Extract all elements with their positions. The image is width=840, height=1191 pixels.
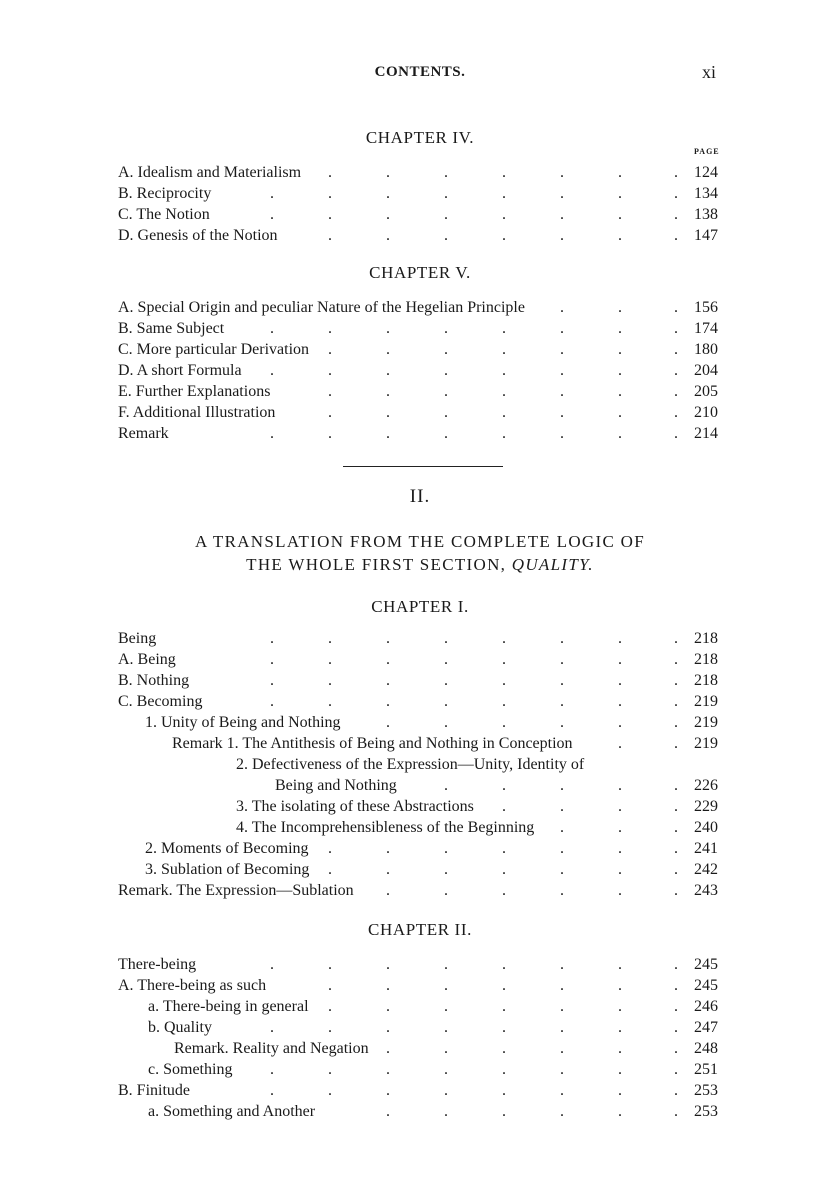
leader-dot: . (502, 383, 506, 400)
toc-entry[interactable]: D. A short Formula . 204 . . . . . . . (118, 362, 718, 379)
leader-dot: . (386, 651, 390, 668)
leader-dot: . (502, 1082, 506, 1099)
leader-dot: . (560, 299, 564, 316)
leader-dot: . (560, 1082, 564, 1099)
toc-entry[interactable]: c. Something . 251 . . . . . . . (148, 1061, 718, 1078)
leader-dot: . (618, 672, 622, 689)
leader-dot: . (618, 956, 622, 973)
part-title-line-1: A TRANSLATION FROM THE COMPLETE LOGIC OF (195, 532, 645, 551)
leader-dot: . (560, 1040, 564, 1057)
leader-dot: . (270, 1061, 274, 1078)
leader-dot: . (386, 164, 390, 181)
leader-dot: . (560, 977, 564, 994)
leader-dot: . (444, 362, 448, 379)
leader-dot: . (560, 630, 564, 647)
leader-dot: . (444, 651, 448, 668)
page-column-label: PAGE (694, 147, 720, 156)
leader-dot: . (328, 977, 332, 994)
section-divider (343, 466, 503, 467)
toc-entry[interactable]: A. Idealism and Materialism . 124 . . . . . . (118, 164, 718, 181)
toc-entry[interactable]: 4. The Incomprehensibleness of the Beginning . 240 . . (236, 819, 718, 836)
leader-dot: . (444, 714, 448, 731)
leader-dot: . (444, 1082, 448, 1099)
leader-dot: . (502, 693, 506, 710)
leader-dot: . (444, 164, 448, 181)
leader-dot: . (386, 693, 390, 710)
leader-dot: . (270, 185, 274, 202)
leader-dot: . (560, 672, 564, 689)
leader-dot: . (328, 861, 332, 878)
leader-dot: . (502, 882, 506, 899)
toc-entry[interactable]: 1. Unity of Being and Nothing . 219 . . . . . (145, 714, 718, 731)
leader-dot: . (386, 404, 390, 421)
leader-dot: . (386, 998, 390, 1015)
toc-entry[interactable]: B. Same Subject . 174 . . . . . . . (118, 320, 718, 337)
leader-dot: . (444, 630, 448, 647)
leader-dot: . (328, 185, 332, 202)
leader-dot: . (386, 341, 390, 358)
leader-dot: . (328, 1082, 332, 1099)
toc-entry[interactable]: Remark. The Expression—Sublation . 243 . . . . . (118, 882, 718, 899)
part-numeral: II. (409, 486, 431, 507)
leader-dot: . (386, 956, 390, 973)
toc-entry[interactable]: C. More particular Derivation . 180 . . . . . . (118, 341, 718, 358)
leader-dot: . (502, 1061, 506, 1078)
leader-dot: . (328, 672, 332, 689)
leader-dot: . (328, 206, 332, 223)
toc-entry[interactable]: a. Something and Another . 253 . . . . . (148, 1103, 718, 1120)
leader-dot: . (328, 362, 332, 379)
leader-dot: . (502, 714, 506, 731)
leader-dot: . (386, 1103, 390, 1120)
leader-dot: . (386, 1082, 390, 1099)
leader-dot: . (444, 206, 448, 223)
leader-dot: . (502, 425, 506, 442)
leader-dot: . (618, 798, 622, 815)
leader-dot: . (270, 672, 274, 689)
leader-dot: . (444, 425, 448, 442)
toc-entry[interactable]: E. Further Explanations . 205 . . . . . . (118, 383, 718, 400)
leader-dot: . (386, 206, 390, 223)
leader-dot: . (618, 1019, 622, 1036)
leader-dot: . (502, 227, 506, 244)
leader-dot: . (502, 798, 506, 815)
leader-dot: . (560, 651, 564, 668)
leader-dot: . (328, 341, 332, 358)
leader-dot: . (444, 383, 448, 400)
leader-dot: . (386, 840, 390, 857)
leader-dot: . (386, 320, 390, 337)
leader-dot: . (444, 693, 448, 710)
leader-dot: . (502, 404, 506, 421)
toc-entry[interactable]: B. Reciprocity . 134 . . . . . . . (118, 185, 718, 202)
leader-dot: . (444, 861, 448, 878)
leader-dot: . (560, 425, 564, 442)
leader-dot: . (444, 227, 448, 244)
toc-entry[interactable]: Remark . 214 . . . . . . . (118, 425, 718, 442)
leader-dot: . (444, 977, 448, 994)
leader-dot: . (386, 425, 390, 442)
leader-dot: . (270, 630, 274, 647)
leader-dot: . (618, 404, 622, 421)
leader-dot: . (560, 404, 564, 421)
toc-entry[interactable]: A. Special Origin and peculiar Nature of the Hegelian Principle . 156 . . (118, 299, 718, 316)
leader-dot: . (444, 1040, 448, 1057)
leader-dot: . (270, 320, 274, 337)
leader-dot: . (502, 861, 506, 878)
toc-entry[interactable]: 2. Moments of Becoming . 241 . . . . . . (145, 840, 718, 857)
leader-dot: . (328, 425, 332, 442)
toc-entry[interactable]: Remark. Reality and Negation . 248 . . . . . (174, 1040, 718, 1057)
leader-dot: . (618, 651, 622, 668)
leader-dot: . (618, 227, 622, 244)
toc-entry[interactable]: Being . 218 . . . . . . . (118, 630, 718, 647)
leader-dot: . (502, 362, 506, 379)
toc-entry[interactable]: A. There-being as such . 245 . . . . . . (118, 977, 718, 994)
leader-dot: . (560, 383, 564, 400)
leader-dot: . (328, 404, 332, 421)
leader-dot: . (444, 1061, 448, 1078)
leader-dot: . (502, 777, 506, 794)
leader-dot: . (560, 320, 564, 337)
leader-dot: . (618, 1061, 622, 1078)
leader-dot: . (444, 185, 448, 202)
leader-dot: . (618, 383, 622, 400)
toc-entry[interactable]: 2. Defectiveness of the Expression—Unity, Identity of (236, 756, 585, 773)
leader-dot: . (502, 206, 506, 223)
leader-dot: . (618, 320, 622, 337)
leader-dot: . (560, 882, 564, 899)
leader-dot: . (270, 425, 274, 442)
toc-entry[interactable]: B. Nothing . 218 . . . . . . . (118, 672, 718, 689)
leader-dot: . (502, 977, 506, 994)
leader-dot: . (444, 882, 448, 899)
toc-entry[interactable]: a. There-being in general . 246 . . . . . . (148, 998, 718, 1015)
leader-dot: . (386, 630, 390, 647)
leader-dot: . (328, 320, 332, 337)
leader-dot: . (444, 1019, 448, 1036)
leader-dot: . (618, 882, 622, 899)
toc-entry[interactable]: D. Genesis of the Notion . 147 . . . . . . (118, 227, 718, 244)
toc-entry[interactable]: There-being . 245 . . . . . . . (118, 956, 718, 973)
leader-dot: . (444, 956, 448, 973)
leader-dot: . (386, 714, 390, 731)
leader-dot: . (386, 861, 390, 878)
toc-entry[interactable]: F. Additional Illustration . 210 . . . . . . (118, 404, 718, 421)
toc-entry[interactable]: b. Quality . 247 . . . . . . . (148, 1019, 718, 1036)
leader-dot: . (444, 840, 448, 857)
leader-dot: . (270, 1019, 274, 1036)
leader-dot: . (560, 341, 564, 358)
leader-dot: . (560, 206, 564, 223)
leader-dot: . (618, 840, 622, 857)
leader-dot: . (502, 341, 506, 358)
leader-dot: . (502, 164, 506, 181)
leader-dot: . (502, 1040, 506, 1057)
leader-dot: . (618, 714, 622, 731)
leader-dot: . (560, 693, 564, 710)
chapter-heading: CHAPTER IV. (365, 128, 475, 147)
leader-dot: . (328, 630, 332, 647)
leader-dot: . (328, 227, 332, 244)
chapter-heading: CHAPTER II. (368, 920, 472, 939)
leader-dot: . (560, 714, 564, 731)
leader-dot: . (560, 840, 564, 857)
leader-dot: . (560, 956, 564, 973)
leader-dot: . (502, 185, 506, 202)
toc-entry[interactable]: A. Being . 218 . . . . . . . (118, 651, 718, 668)
leader-dot: . (560, 777, 564, 794)
leader-dot: . (560, 1019, 564, 1036)
leader-dot: . (618, 693, 622, 710)
leader-dot: . (444, 404, 448, 421)
leader-dot: . (560, 1103, 564, 1120)
leader-dot: . (502, 1019, 506, 1036)
leader-dot: . (328, 1061, 332, 1078)
leader-dot: . (618, 819, 622, 836)
leader-dot: . (560, 362, 564, 379)
leader-dot: . (618, 206, 622, 223)
leader-dot: . (502, 651, 506, 668)
leader-dot: . (618, 977, 622, 994)
leader-dot: . (444, 341, 448, 358)
leader-dot: . (560, 798, 564, 815)
leader-dot: . (386, 185, 390, 202)
leader-dot: . (560, 1061, 564, 1078)
leader-dot: . (328, 383, 332, 400)
leader-dot: . (386, 362, 390, 379)
leader-dot: . (386, 882, 390, 899)
leader-dot: . (386, 1061, 390, 1078)
leader-dot: . (444, 672, 448, 689)
leader-dot: . (328, 956, 332, 973)
leader-dot: . (618, 299, 622, 316)
leader-dot: . (328, 840, 332, 857)
leader-dot: . (502, 840, 506, 857)
leader-dot: . (618, 1103, 622, 1120)
leader-dot: . (618, 777, 622, 794)
leader-dot: . (502, 630, 506, 647)
leader-dot: . (618, 1082, 622, 1099)
leader-dot: . (618, 630, 622, 647)
toc-entry[interactable]: 3. Sublation of Becoming . 242 . . . . . . (145, 861, 718, 878)
leader-dot: . (270, 693, 274, 710)
leader-dot: . (502, 998, 506, 1015)
toc-entry[interactable]: Being and Nothing . 226 . . . . (275, 777, 718, 794)
running-head: CONTENTS. (374, 64, 466, 80)
toc-entry[interactable]: C. The Notion . 138 . . . . . . . (118, 206, 718, 223)
toc-entry[interactable]: Remark 1. The Antithesis of Being and Nothing in Conception . 219 . (172, 735, 718, 752)
leader-dot: . (386, 1019, 390, 1036)
leader-dot: . (502, 320, 506, 337)
leader-dot: . (560, 185, 564, 202)
leader-dot: . (618, 735, 622, 752)
leader-dot: . (328, 693, 332, 710)
leader-dot: . (560, 861, 564, 878)
leader-dot: . (386, 977, 390, 994)
leader-dot: . (560, 819, 564, 836)
leader-dot: . (502, 672, 506, 689)
leader-dot: . (560, 227, 564, 244)
leader-dot: . (270, 956, 274, 973)
leader-dot: . (270, 362, 274, 379)
chapter-heading: CHAPTER V. (369, 263, 471, 282)
leader-dot: . (386, 227, 390, 244)
leader-dot: . (618, 362, 622, 379)
leader-dot: . (560, 998, 564, 1015)
leader-dot: . (328, 998, 332, 1015)
chapter-heading: CHAPTER I. (371, 597, 469, 616)
toc-entry[interactable]: B. Finitude . 253 . . . . . . . (118, 1082, 718, 1099)
leader-dot: . (328, 651, 332, 668)
leader-dot: . (502, 1103, 506, 1120)
leader-dot: . (618, 1040, 622, 1057)
leader-dot: . (270, 206, 274, 223)
toc-entry[interactable]: C. Becoming . 219 . . . . . . . (118, 693, 718, 710)
leader-dot: . (328, 164, 332, 181)
leader-dot: . (386, 672, 390, 689)
leader-dot: . (444, 998, 448, 1015)
leader-dot: . (618, 425, 622, 442)
page-number: xi (702, 62, 717, 82)
leader-dot: . (618, 185, 622, 202)
leader-dot: . (270, 651, 274, 668)
leader-dot: . (618, 998, 622, 1015)
leader-dot: . (328, 1019, 332, 1036)
leader-dot: . (502, 956, 506, 973)
leader-dot: . (618, 341, 622, 358)
leader-dot: . (618, 861, 622, 878)
leader-dot: . (560, 164, 564, 181)
leader-dot: . (386, 383, 390, 400)
toc-entry[interactable]: 3. The isolating of these Abstractions . 229 . . . (236, 798, 718, 815)
leader-dot: . (386, 1040, 390, 1057)
part-title-line-2: THE WHOLE FIRST SECTION, QUALITY. (246, 555, 594, 574)
leader-dot: . (444, 1103, 448, 1120)
leader-dot: . (270, 1082, 274, 1099)
leader-dot: . (618, 164, 622, 181)
leader-dot: . (444, 320, 448, 337)
leader-dot: . (444, 777, 448, 794)
